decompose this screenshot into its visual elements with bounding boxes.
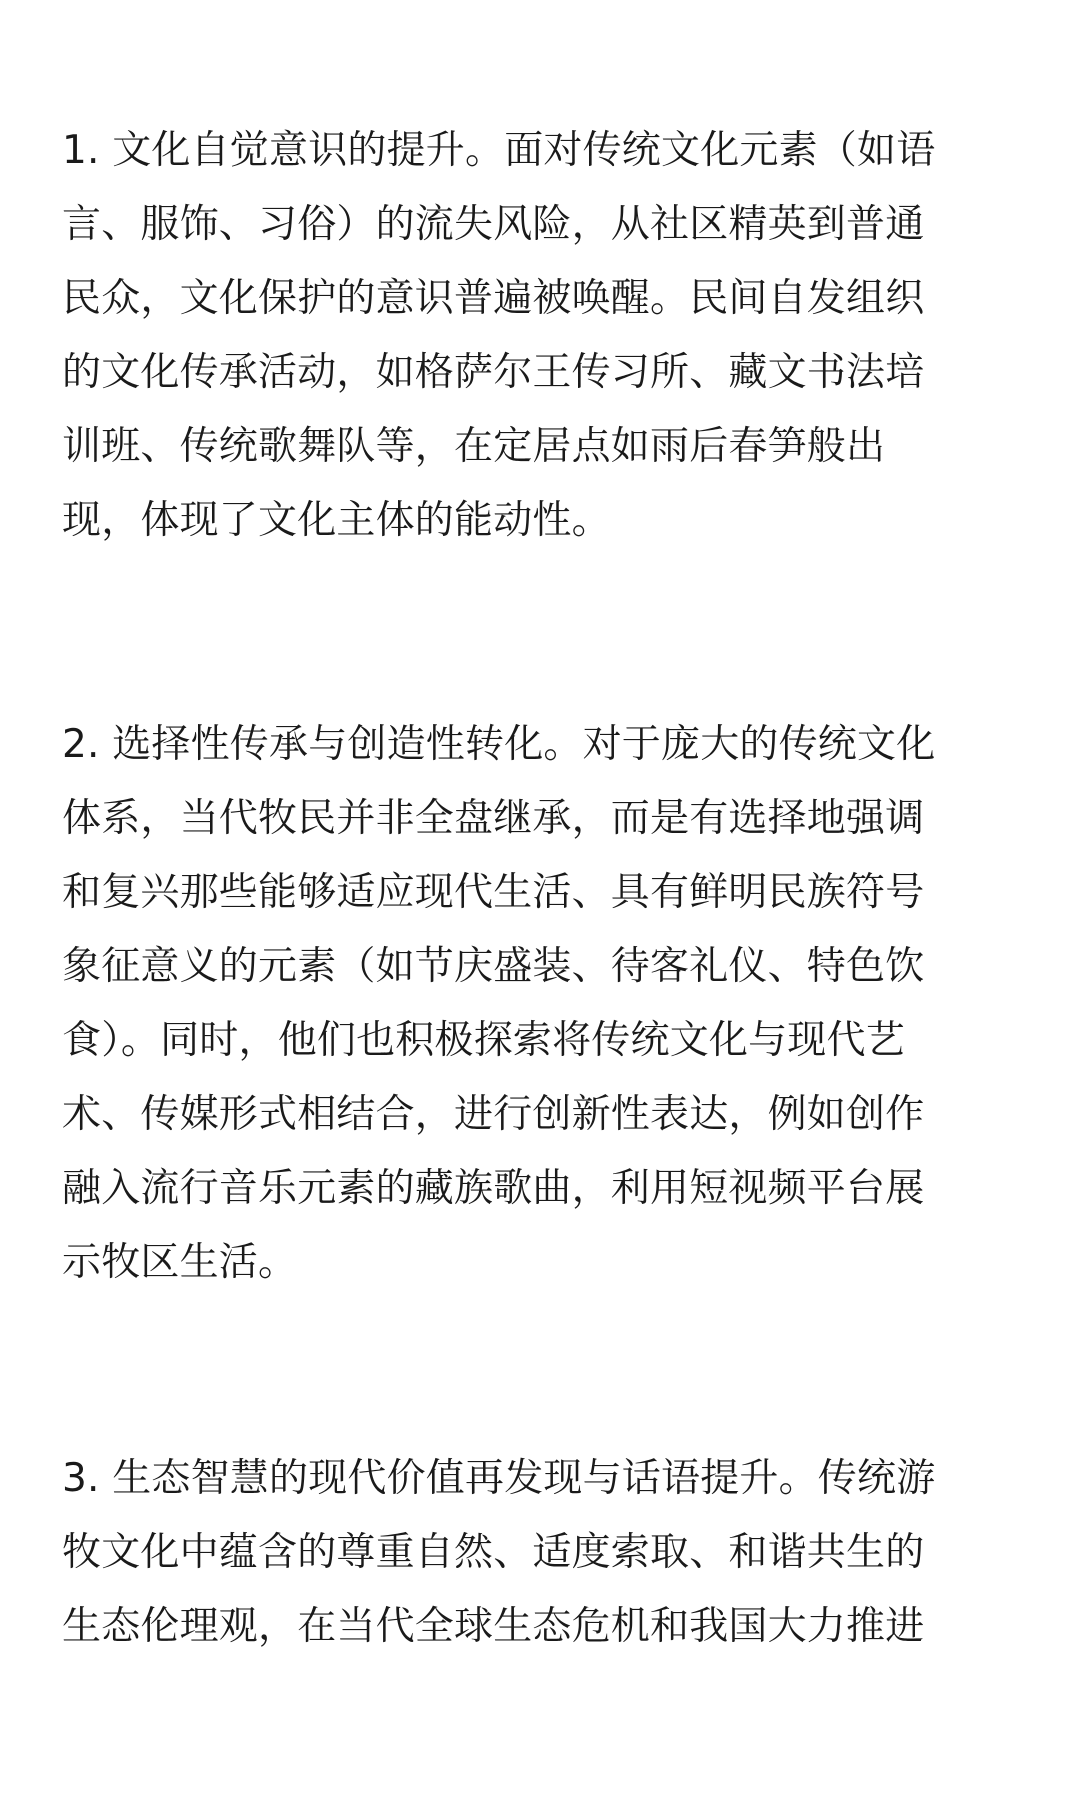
text-line: 和复兴那些能够适应现代生活、具有鲜明民族符号 (62, 870, 925, 915)
text-line: 3. 生态智慧的现代价值再发现与话语提升。传统游 (62, 1456, 936, 1501)
text-line: 象征意义的元素（如节庆盛装、待客礼仪、特色饮 (62, 944, 925, 989)
text-line: 牧文化中蕴含的尊重自然、适度索取、和谐共生的 (62, 1530, 925, 1575)
text-line: 示牧区生活。 (62, 1240, 298, 1285)
text-line: 言、服饰、习俗）的流失风险，从社区精英到普通 (62, 202, 925, 247)
text-line: 食）。同时，他们也积极探索将传统文化与现代艺 (62, 1018, 905, 1063)
text-line: 生态伦理观，在当代全球生态危机和我国大力推进 (62, 1604, 925, 1649)
text-line: 1. 文化自觉意识的提升。面对传统文化元素（如语 (62, 128, 936, 173)
text-line: 术、传媒形式相结合，进行创新性表达，例如创作 (62, 1092, 925, 1137)
text-line: 2. 选择性传承与创造性转化。对于庞大的传统文化 (62, 722, 936, 767)
paragraph-3 (62, 1442, 1022, 1664)
text-line: 现，体现了文化主体的能动性。 (62, 498, 611, 543)
text-line: 体系，当代牧民并非全盘继承，而是有选择地强调 (62, 796, 925, 841)
text-line: 融入流行音乐元素的藏族歌曲，利用短视频平台展 (62, 1166, 925, 1211)
text-line: 民众，文化保护的意识普遍被唤醒。民间自发组织 (62, 276, 925, 321)
paragraph-1 (62, 114, 1022, 558)
text-line: 训班、传统歌舞队等，在定居点如雨后春笋般出 (62, 424, 886, 469)
text-line: 的文化传承活动，如格萨尔王传习所、藏文书法培 (62, 350, 925, 395)
paragraph-2 (62, 708, 1022, 1300)
